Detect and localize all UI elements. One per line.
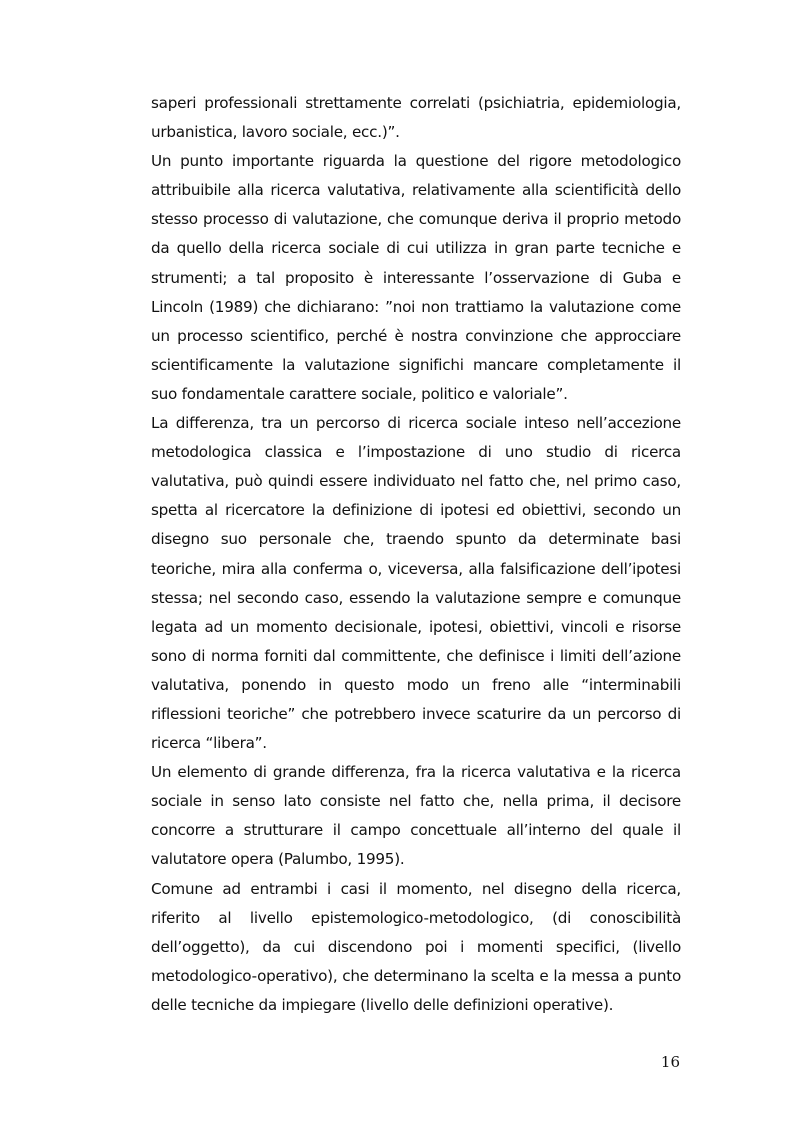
paragraph: Un punto importante riguarda la questione del rigore metodologico attribuibile alla ricerca valutativa, relativamente alla scientificità dello stesso processo di valutazione, che comunque deriva il proprio metodo da quello della ricerca sociale di cui utilizza in gran parte tecniche e strumenti; a tal proposito è interessante l’osservazione di Guba e Lincoln (1989) che dichiarano: ”noi non trattiamo la valutazione come un processo scientifico, perché è nostra convinzione che approcciare scientificamente la valutazione significhi mancare completamente il suo fondamentale carattere sociale, politico e valoriale”. (151, 152, 681, 403)
paragraph: saperi professionali strettamente correlati (psichiatria, epidemiologia, urbanistica, lavoro sociale, ecc.)”. (151, 94, 681, 142)
paragraph: La differenza, tra un percorso di ricerca sociale inteso nell’accezione metodologica classica e l’impostazione di uno studio di ricerca valutativa, può quindi essere individuato nel fatto che, nel primo caso, spetta al ricercatore la definizione di ipotesi ed obiettivi, secondo un disegno suo personale che, traendo spunto da determinate basi teoriche, mira alla conferma o, viceversa, alla falsificazione dell’ipotesi stessa; nel secondo caso, essendo la valutazione sempre e comunque legata ad un momento decisionale, ipotesi, obiettivi, vincoli e risorse sono di norma forniti dal committente, che definisce i limiti dell’azione valutativa, ponendo in questo modo un freno alle “interminabili riflessioni teoriche” che potrebbero invece scaturire da un percorso di ricerca “libera”. (151, 414, 681, 753)
page-number: 16 (660, 1053, 680, 1071)
paragraph: Un elemento di grande differenza, fra la ricerca valutativa e la ricerca sociale in senso lato consiste nel fatto che, nella prima, il decisore concorre a strutturare il campo concettuale all’interno del quale il valutatore opera (Palumbo, 1995). (151, 763, 681, 869)
body-text (151, 89, 681, 1020)
paragraph: Comune ad entrambi i casi il momento, nel disegno della ricerca, riferito al livello epistemologico-metodologico, (di conoscibilità dell’oggetto), da cui discendono poi i momenti specifici, (livello metodologico-operativo), che determinano la scelta e la messa a punto delle tecniche da impiegare (livello delle definizioni operative). (151, 879, 681, 1014)
